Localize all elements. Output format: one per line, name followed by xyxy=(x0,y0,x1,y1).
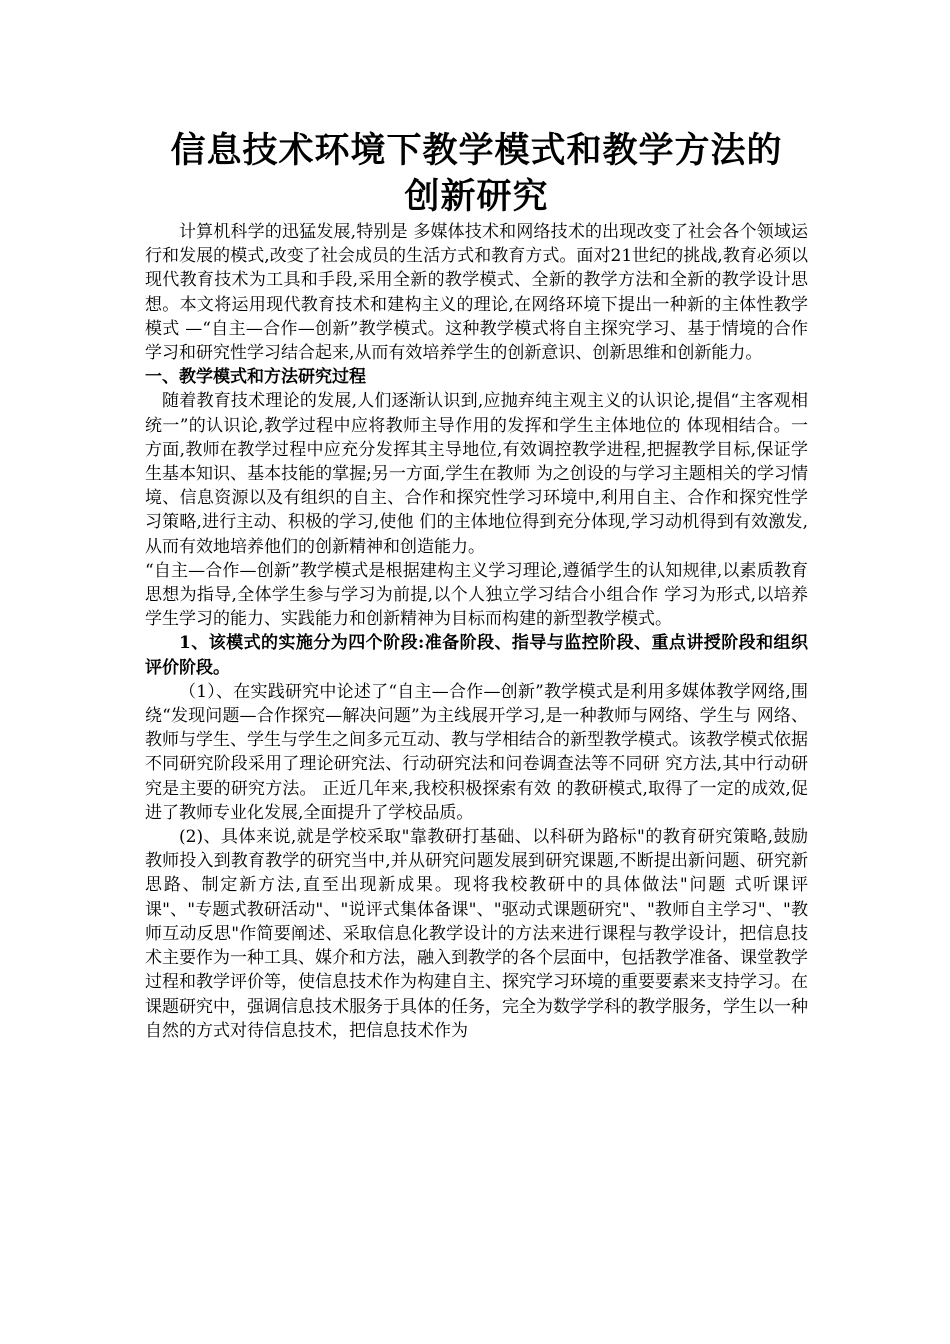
subheading-stages: 1、该模式的实施分为四个阶段:准备阶段、指导与监控阶段、重点讲授阶段和组织评价阶段。 xyxy=(145,633,808,678)
document-title xyxy=(145,128,808,220)
title-line-1: 信息技术环境下教学模式和教学方法的 xyxy=(170,130,783,171)
document-page xyxy=(145,128,808,1043)
item-paragraph-1: （1）、在实践研究中论述了“自主—合作—创新”教学模式是利用多媒体教学网络,围绕“发现问题—合作探究—解决问题”为主线展开学习,是一种教师与网络、学生与 网络、教师与学生、学生与学生之间多元互动、教与学相结合的新型教学模式。该教学模式依据不同研究阶段采用了理论研究法、行动研究法和问卷调查法等不同研 究方法,其中行动研究是主要的研究方法。 正近几年来,我校积极探索有效 的教研模式,取得了一定的成效,促进了教师专业化发展,全面提升了学校品质。 xyxy=(145,681,808,823)
section1-paragraph-2: “自主—合作—创新”教学模式是根据建构主义学习理论,遵循学生的认知规律,以素质教育思想为指导,全体学生参与学习为前提,以个人独立学习结合小组合作 学习为形式,以培养学生学习的能力、实践能力和创新精神为目标而构建的新型教学模式。 xyxy=(145,560,808,630)
section-heading-1: 一、教学模式和方法研究过程 xyxy=(145,367,366,388)
section1-paragraph-1: 随着教育技术理论的发展,人们逐渐认识到,应抛弃纯主观主义的认识论,提倡“主客观相统一”的认识论,教学过程中应将教师主导作用的发挥和学生主体地位的 体现相结合。一方面,教师在教学过程中应充分发挥其主导地位,有效调控教学进程,把握教学目标,保证学生基本知识、基本技能的掌握;另一方面,学生在教师 为之创设的与学习主题相关的学习情境、信息资源以及有组织的自主、合作和探究性学习环境中,利用自主、合作和探究性学习策略,进行主动、积极的学习,使他 们的主体地位得到充分体现,学习动机得到有效激发,从而有效地培养他们的创新精神和创造能力。 xyxy=(145,391,808,557)
intro-paragraph: 计算机科学的迅猛发展,特别是 多媒体技术和网络技术的出现改变了社会各个领域运行和发展的模式,改变了社会成员的生活方式和教育方式。面对21世纪的挑战,教育必须以现代教育技术为工具和手段,采用全新的教学模式、全新的教学方法和全新的教学设计思想。本文将运用现代教育技术和建构主义的理论,在网络环境下提出一种新的主体性教学模式 —“自主—合作—创新”教学模式。这种教学模式将自主探究学习、基于情境的合作学习和研究性学习结合起来,从而有效培养学生的创新意识、创新思维和创新能力。 xyxy=(145,222,808,364)
title-line-2: 创新研究 xyxy=(404,176,549,217)
item-paragraph-2: (2)、具体来说,就是学校采取"靠教研打基础、以科研为路标"的教育研究策略,鼓励 教师投入到教育教学的研究当中,并从研究问题发展到研究课题,不断提出新问题、研究新思路、制定新方法,直至出现新成果。现将我校教研中的具体做法"问题 式听课评课"、"专题式教研活动"、"说评式集体备课"、"驱动式课题研究"、"教师自主学习"、"教师互动反思"作简要阐述、采取信息化教学设计的方法来进行课程与教学设计，把信息技术主要作为一种工具、媒介和方法，融入到教学的各个层面中，包括教学准备、课堂教学过程和教学评价等，使信息技术作为构建自主、探究学习环境的重要要素来支持学习。在课题研究中，强调信息技术服务于具体的任务，完全为数学学科的教学服务，学生以一种自然的方式对待信息技术，把信息技术作为 xyxy=(145,827,808,1041)
